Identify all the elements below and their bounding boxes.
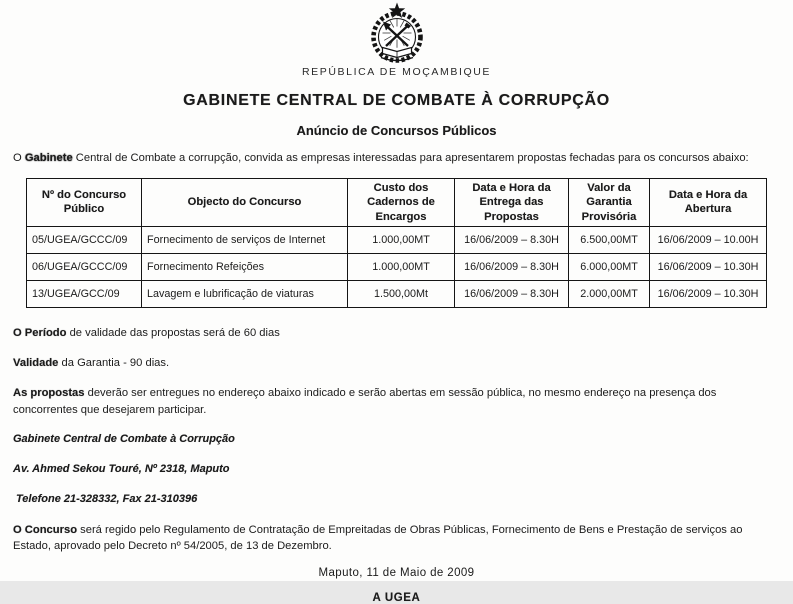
col-header-abertura: Data e Hora da Abertura (650, 178, 767, 226)
cell-abertura: 16/06/2009 – 10.30H (650, 280, 767, 307)
tenders-table (26, 178, 767, 308)
cell-abertura: 16/06/2009 – 10.00H (650, 226, 767, 253)
body-paragraphs (13, 325, 780, 554)
table-row (27, 280, 767, 307)
republic-label: REPÚBLICA DE MOÇAMBIQUE (301, 66, 492, 78)
intro-paragraph (13, 150, 780, 168)
validity-paragraph: O Período de validade das propostas será de 60 dias (13, 326, 280, 339)
col-header-entrega: Data e Hora da Entrega das Propostas (455, 178, 569, 226)
cell-objecto: Lavagem e lubrificação de viaturas (142, 280, 348, 307)
intro-smudged-word: Gabinete (24, 152, 73, 164)
guarantee-paragraph: Validade da Garantia - 90 dias. (13, 357, 170, 370)
table-header-row (27, 178, 767, 226)
cell-objecto: Fornecimento Refeições (142, 253, 348, 280)
address-office-line: Gabinete Central de Combate à Corrupção (13, 432, 235, 445)
delivery-paragraph: As propostas deverão ser entregues no endereço abaixo indicado e serão abertas em sessão pública, no mesmo endereço na presença dos concorrentes que desejarem participar. (13, 387, 717, 416)
page-subtitle: Anúncio de Concursos Públicos (296, 123, 497, 138)
page-title: GABINETE CENTRAL DE COMBATE À CORRUPÇÃO (183, 92, 610, 109)
cell-garantia: 6.000,00MT (569, 253, 650, 280)
cell-custo: 1.000,00MT (348, 226, 455, 253)
regulation-paragraph: O Concurso será regido pelo Regulamento de Contratação de Empreitadas de Obras Públicas, Fornecimento de Bens e Prestação de serviços ao Estado, aprovado pelo Decreto nº 54/2005, de 13 de Dezembro. (13, 523, 743, 552)
address-phone-line: Telefone 21-328332, Fax 21-310396 (16, 492, 198, 505)
address-street-line: Av. Ahmed Sekou Touré, Nº 2318, Maputo (13, 462, 230, 475)
cell-concurso: 13/UGEA/GCC/09 (27, 280, 142, 307)
table-row (27, 253, 767, 280)
cell-concurso: 05/UGEA/GCCC/09 (27, 226, 142, 253)
document-header (0, 0, 793, 138)
cell-custo: 1.000,00MT (348, 253, 455, 280)
col-header-concurso: Nº do Concurso Público (27, 178, 142, 226)
intro-pre: O (13, 152, 25, 164)
col-header-garantia: Valor da Garantia Provisória (569, 178, 650, 226)
col-header-custo: Custo dos Cadernos de Encargos (348, 178, 455, 226)
cell-garantia: 6.500,00MT (569, 226, 650, 253)
table-row (27, 226, 767, 253)
signature-line: A UGEA (372, 592, 421, 604)
col-header-objecto: Objecto do Concurso (142, 178, 348, 226)
cell-entrega: 16/06/2009 – 8.30H (455, 226, 569, 253)
cell-garantia: 2.000,00MT (569, 280, 650, 307)
cell-custo: 1.500,00Mt (348, 280, 455, 307)
cell-entrega: 16/06/2009 – 8.30H (455, 280, 569, 307)
intro-post: Central de Combate a corrupção, convida as empresas interessadas para apresentarem propostas fechadas para os concursos abaixo: (72, 152, 749, 164)
cell-concurso: 06/UGEA/GCCC/09 (27, 253, 142, 280)
cell-entrega: 16/06/2009 – 8.30H (455, 253, 569, 280)
place-date-line: Maputo, 11 de Maio de 2009 (318, 567, 475, 580)
mozambique-coat-of-arms-icon (351, 2, 443, 64)
cell-objecto: Fornecimento de serviços de Internet (142, 226, 348, 253)
cell-abertura: 16/06/2009 – 10.30H (650, 253, 767, 280)
